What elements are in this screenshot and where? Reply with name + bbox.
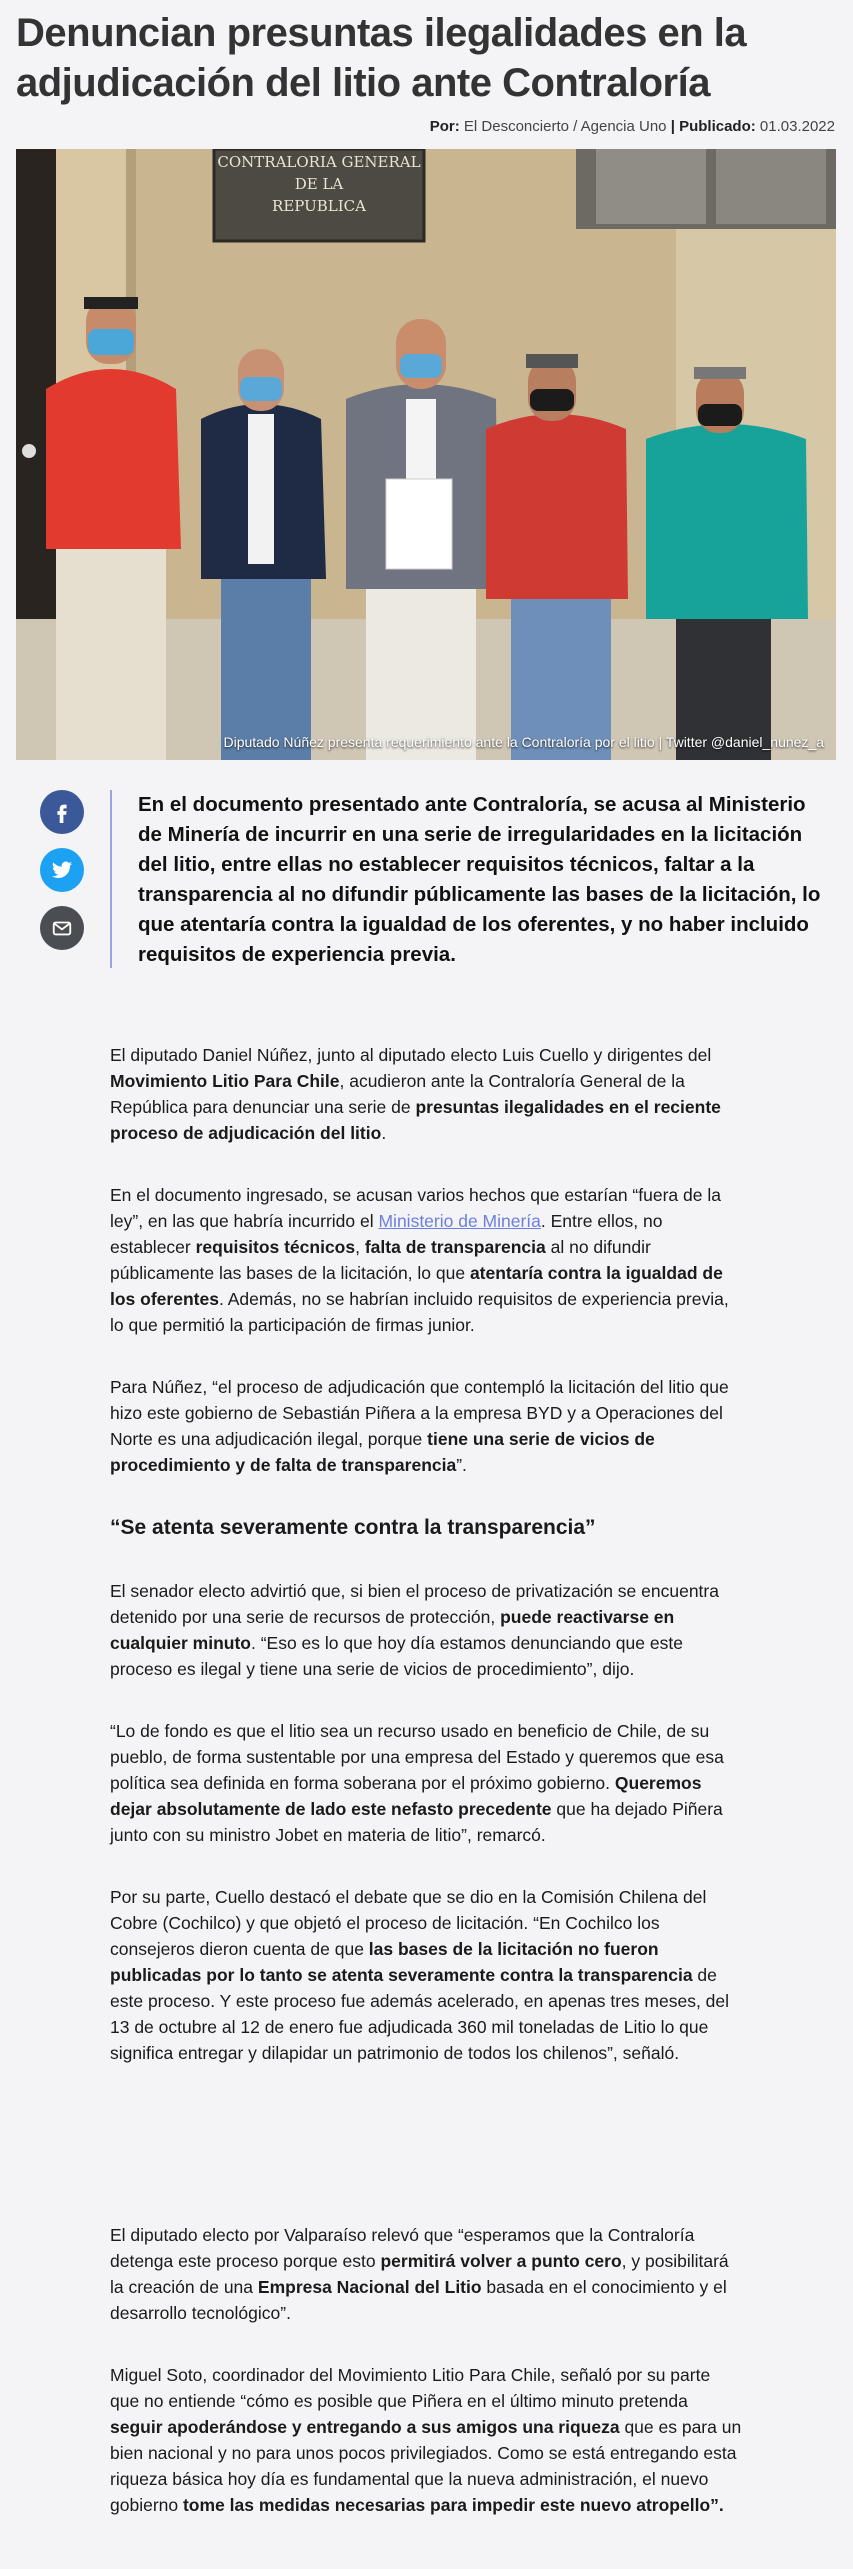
text: , y posibilitará la creación de una: [110, 2251, 729, 2297]
ministerio-link[interactable]: Ministerio de Minería: [378, 1211, 541, 1231]
bold-text: tome las medidas necesarias para impedir este nuevo atropello”.: [182, 2495, 724, 2515]
bold-text: Movimiento Litio Para Chile: [110, 1071, 340, 1091]
text: El diputado electo por Valparaíso relevó que “esperamos que la Contraloría detenga este proceso porque esto: [110, 2225, 695, 2271]
paragraph-8: [110, 2362, 742, 2518]
paragraph-7: [110, 2222, 742, 2326]
article-lead: En el documento presentado ante Contraloría, se acusa al Ministerio de Minería de incurrir en una serie de irregularidades en la licitación del litio, entre ellas no establecer requisitos técnicos, faltar a la transparencia al no difundir públicamente las bases de la licitación, lo que atentaría contra la igualdad de los oferentes, y no haber incluido requisitos de experiencia previa.: [110, 790, 835, 968]
article-title: Denuncian presuntas ilegalidades en la adjudicación del litio ante Contraloría: [16, 11, 747, 105]
text: . Entre ellos, no establecer: [110, 1211, 663, 1257]
text: Miguel Soto, coordinador del Movimiento Litio Para Chile, señaló por su parte que no entiende “cómo es posible que Piñera en el último minuto pretenda: [110, 2365, 711, 2411]
mail-share-button[interactable]: [40, 906, 84, 950]
plaque-line1: CONTRALORIA GENERAL: [217, 153, 421, 171]
text: . Además, no se habrían incluido requisitos de experiencia previa, lo que permitió la participación de firmas junior.: [110, 1289, 729, 1335]
text: basada en el conocimiento y el desarrollo tecnológico”.: [110, 2277, 727, 2323]
text: Por su parte, Cuello destacó el debate que se dio en la Comisión Chilena del Cobre (Cochilco) y que objetó el proceso de licitación. “En Cochilco los consejeros dieron cuenta de que: [110, 1887, 707, 1959]
section-subheading: “Se atenta severamente contra la transparencia”: [110, 1516, 596, 1539]
text: que ha dejado Piñera junto con su ministro Jobet en materia de litio”, remarcó.: [110, 1799, 723, 1845]
slider-dot[interactable]: [22, 444, 36, 458]
byline-date: 01.03.2022: [759, 118, 835, 135]
hero-photo-illustration: [16, 149, 836, 760]
byline-by-label: Por:: [429, 118, 460, 135]
bold-text: permitirá volver a punto cero: [380, 2251, 622, 2271]
share-bar: [40, 790, 84, 964]
bold-text: presuntas ilegalidades en el reciente proceso de adjudicación del litio: [110, 1097, 721, 1143]
twitter-share-button[interactable]: [40, 848, 84, 892]
text: , acudieron ante la Contraloría General de la República para denunciar una serie de: [110, 1071, 685, 1117]
text: . “Eso es lo que hoy día estamos denunciando que este proceso es ilegal y tiene una serie de vicios de procedimiento”, dijo.: [110, 1633, 683, 1679]
bold-text: seguir apoderándose y entregando a sus amigos una riqueza: [110, 2417, 620, 2437]
mail-icon: [51, 917, 73, 939]
text: al no difundir públicamente las bases de la licitación, lo que: [110, 1237, 651, 1283]
text: ,: [355, 1237, 365, 1257]
image-caption: Diputado Núñez presenta requerimiento ante la Contraloría por el litio | Twitter @daniel_nunez_a: [223, 734, 824, 750]
paragraph-3: [110, 1374, 742, 1478]
paragraph-5: [110, 1718, 742, 1848]
plaque-line2: DE LA: [294, 175, 344, 193]
paragraph-2: [110, 1182, 742, 1338]
bold-text: tiene una serie de vicios de procedimiento y de falta de transparencia: [110, 1429, 655, 1475]
bold-text: puede reactivarse en cualquier minuto: [110, 1607, 675, 1653]
bold-text: las bases de la licitación no fueron publicadas por lo tanto se atenta severamente contra la transparencia: [110, 1939, 693, 1985]
byline-separator: |: [670, 118, 675, 135]
text: Para Núñez, “el proceso de adjudicación que contempló la licitación del litio que hizo este gobierno de Sebastián Piñera a la empresa BYD y a Operaciones del Norte es una adjudicación ilegal, porque: [110, 1377, 729, 1449]
byline-author[interactable]: El Desconcierto / Agencia Uno: [463, 118, 667, 135]
text: .: [381, 1123, 387, 1143]
text: que es para un bien nacional y no para unos pocos privilegiados. Como se está entregando esta riqueza básica hoy día es fundamental que la nueva administración, el nuevo gobierno: [110, 2417, 742, 2515]
bold-text: Queremos dejar absolutamente de lado este nefasto precedente: [110, 1773, 702, 1819]
byline-published-label: Publicado:: [679, 118, 756, 135]
text: ”.: [456, 1455, 467, 1475]
text: de este proceso. Y este proceso fue además acelerado, en apenas tres meses, del 13 de octubre al 12 de enero fue adjudicada 360 mil toneladas de Litio lo que significa entregar y dilapidar un patrimonio de todos los chilenos”, señaló.: [110, 1965, 730, 2063]
facebook-share-button[interactable]: [40, 790, 84, 834]
paragraph-1: [110, 1042, 742, 1146]
ad-spacer: [110, 2102, 742, 2222]
twitter-icon: [51, 859, 73, 881]
bold-text: requisitos técnicos: [195, 1237, 356, 1257]
text: El diputado Daniel Núñez, junto al diputado electo Luis Cuello y dirigentes del: [110, 1045, 712, 1065]
bold-text: falta de transparencia: [364, 1237, 546, 1257]
bold-text: Empresa Nacional del Litio: [257, 2277, 482, 2297]
paragraph-6: [110, 1884, 742, 2066]
text: En el documento ingresado, se acusan varios hechos que estarían “fuera de la ley”, en las que habría incurrido el: [110, 1185, 721, 1231]
hero-image[interactable]: [16, 149, 836, 760]
text: “Lo de fondo es que el litio sea un recurso usado en beneficio de Chile, de su pueblo, de forma sustentable por una empresa del Estado y queremos que esa política sea definida en forma soberana por el próximo gobierno.: [110, 1721, 724, 1793]
bold-text: atentaría contra la igualdad de los oferentes: [110, 1263, 723, 1309]
byline: [430, 118, 835, 135]
text: El senador electo advirtió que, si bien el proceso de privatización se encuentra detenido por una serie de recursos de protección,: [110, 1581, 719, 1627]
facebook-icon: [51, 801, 73, 823]
paragraph-4: [110, 1578, 742, 1682]
plaque-line3: REPUBLICA: [272, 197, 366, 215]
article-body: [110, 1042, 742, 2554]
